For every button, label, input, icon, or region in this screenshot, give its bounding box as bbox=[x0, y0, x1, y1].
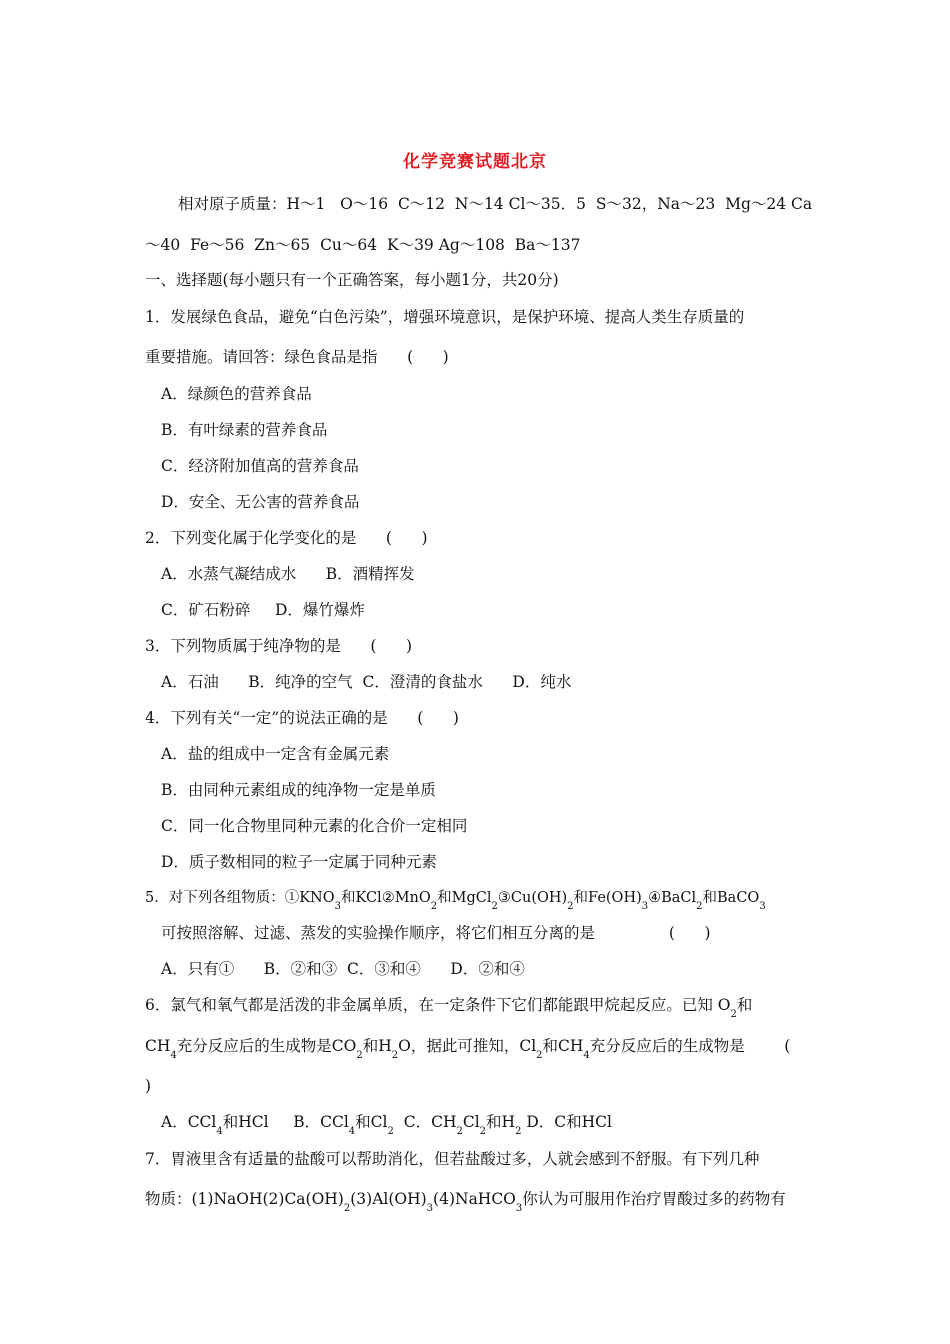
atomic-mass-line-2: ～40 Fe～56 Zn～65 Cu～64 K～39 Ag～108 Ba～137 bbox=[145, 236, 581, 254]
q6-stem-line-2: $CH_4$充分反应后的生成物是$CO_2$和$H_2O$，据此可推知，$Cl_2$和$CH_4$充分反应后的生成物是 ( bbox=[145, 1037, 791, 1062]
atomic-mass-line-1: 相对原子质量：H～1 O～16 C～12 N～14 Cl～35．5 S～32，Na～23 Mg～24 Ca bbox=[178, 195, 813, 213]
q4-option-c: C．同一化合物里同种元素的化合价一定相同 bbox=[161, 817, 468, 835]
q2-options-cd: C．矿石粉碎 D．爆竹爆炸 bbox=[161, 601, 365, 619]
section-heading: 一、选择题(每小题只有一个正确答案，每小题1分，共20分) bbox=[145, 271, 559, 289]
q6-stem-line-3: ) bbox=[145, 1077, 152, 1095]
q5-stem-line-1: 5．对下列各组物质：$①KNO_3$和KCl②MnO$_2$和$MgCl_2③Cu(OH)_2$和$Fe(OH)_3④BaCl_2$和BaCO$_3$ bbox=[145, 890, 766, 912]
q2-stem: 2．下列变化属于化学变化的是 ( ) bbox=[145, 529, 428, 547]
q5-options: A．只有① B．②和③ C．③和④ D．②和④ bbox=[161, 960, 525, 978]
q1-option-d: D．安全、无公害的营养食品 bbox=[161, 493, 360, 511]
page-title: 化学竞赛试题北京 bbox=[403, 152, 547, 172]
q6-stem-line-1: 6．氯气和氧气都是活泼的非金属单质，在一定条件下它们都能跟甲烷起反应。已知 $O_2$和 bbox=[145, 996, 753, 1021]
q6-options: A．CCl$_4$和HCl B．CCl$_4$和$Cl_2$ C．$CH_2Cl_2$和$H_2$ D．C和HCl bbox=[161, 1113, 613, 1138]
q4-option-b: B．由同种元素组成的纯净物一定是单质 bbox=[161, 781, 436, 799]
q4-option-d: D．质子数相同的粒子一定属于同种元素 bbox=[161, 853, 437, 871]
q7-stem-line-2: 物质：$(1)NaOH(2)Ca(OH)_2(3)Al(OH)_3(4)NaHCO_3$你认为可服用作治疗胃酸过多的药物有 bbox=[145, 1190, 786, 1215]
q1-option-b: B．有叶绿素的营养食品 bbox=[161, 421, 328, 439]
q1-stem-line-1: 1．发展绿色食品，避免“白色污染”，增强环境意识，是保护环境、提高人类生存质量的 bbox=[145, 308, 745, 326]
q4-option-a: A．盐的组成中一定含有金属元素 bbox=[161, 745, 390, 763]
q4-stem: 4．下列有关“一定”的说法正确的是 ( ) bbox=[145, 709, 459, 727]
q1-stem-line-2: 重要措施。请回答：绿色食品是指 ( ) bbox=[145, 348, 449, 366]
q5-stem-line-2: 可按照溶解、过滤、蒸发的实验操作顺序，将它们相互分离的是 ( ) bbox=[161, 924, 711, 942]
q7-stem-line-1: 7．胃液里含有适量的盐酸可以帮助消化，但若盐酸过多，人就会感到不舒服。有下列几种 bbox=[145, 1150, 760, 1168]
q1-option-a: A．绿颜色的营养食品 bbox=[161, 385, 312, 403]
q1-option-c: C．经济附加值高的营养食品 bbox=[161, 457, 359, 475]
q2-options-ab: A．水蒸气凝结成水 B．酒精挥发 bbox=[161, 565, 415, 583]
q3-stem: 3．下列物质属于纯净物的是 ( ) bbox=[145, 637, 413, 655]
q3-options: A．石油 B．纯净的空气 C．澄清的食盐水 D．纯水 bbox=[161, 673, 572, 691]
